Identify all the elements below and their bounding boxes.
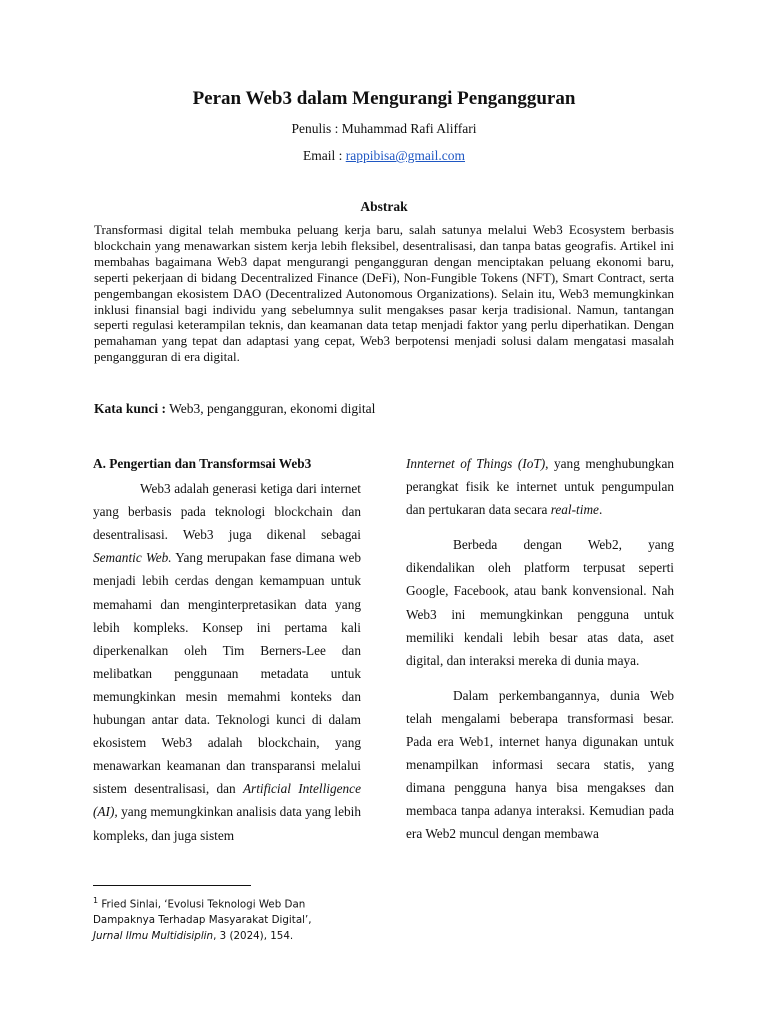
left-paragraph (93, 477, 361, 847)
paragraph-gap (406, 672, 674, 684)
right-column (406, 452, 674, 846)
right-italic-1: Innternet of Things (IoT) (406, 456, 546, 471)
footnote (93, 893, 333, 944)
right-paragraph-3: Dalam perkembangannya, dunia Web telah mengalami beberapa transformasi besar. Pada era Web1, internet hanya digunakan untuk menampilkan informasi secara statis, yang dimana pengguna hanya bisa mengakses dan membaca tanpa adanya interaksi. Kemudian pada era Web2 muncul dengan membawa (406, 687, 674, 842)
left-text-1: Web3 adalah generasi ketiga dari internet yang berbasis pada teknologi blockchain dan desentralisasi. Web3 juga dikenal sebagai (93, 481, 361, 543)
abstract-text: Transformasi digital telah membuka peluang kerja baru, salah satunya melalui Web3 Ecosystem berbasis blockchain yang menawarkan sistem kerja lebih fleksibel, desentralisasi, dan tanpa batas geografis. Artikel ini membahas bagaimana Web3 dapat mengurangi pengangguran dengan menciptakan peluang ekonomi baru, seperti pekerjaan di bidang Decentralized Finance (DeFi), Non-Fungible Tokens (NFT), Smart Contract, serta pengembangan ekosistem DAO (Decentralized Autonomous Organizations). Selain itu, Web3 memungkinkan inklusi finansial bagi individu yang sebelumnya sulit mengakses pasar kerja tradisional. Namun, tantangan seperti regulasi keterampilan teknis, dan keamanan data tetap menjadi faktor yang perlu diperhatikan. Dengan pemahaman yang tepat dan adaptasi yang cepat, Web3 berpotensi menjadi solusi dalam mengatasi masalah pengangguran di era digital. (94, 222, 674, 365)
abstract-heading: Abstrak (360, 199, 408, 214)
left-italic-1: Semantic Web. (93, 550, 172, 566)
left-text-2: Yang merupakan fase dimana web menjadi lebih cerdas dengan kemampuan untuk memahami dan menginterpretasikan data yang lebih kompleks. Konsep ini pertama kali diperkenalkan oleh Tim Berners-Lee dan melibatkan penggunaan metadata untuk memungkinkan mesin memahmi konteks dan hubungan antar data. Teknologi kunci di dalam ekosistem Web3 adalah blockchain, yang menawarkan keamanan dan transparansi melalui sistem desentralisasi, dan (93, 550, 361, 797)
section-a-heading: A. Pengertian dan Transformsai Web3 (93, 456, 312, 471)
footnote-divider (93, 885, 251, 886)
right-paragraph-2: Berbeda dengan Web2, yang dikendalikan oleh platform terpusat seperti Google, Facebook, atau bank konvensional. Nah Web3 ini memungkinkan pengguna untuk memiliki kendali lebih besar atas data, aset digital, dan interaksi mereka di dunia maya. (406, 537, 674, 668)
right-italic-2: real-time (550, 502, 599, 518)
right-paragraph-1 (406, 452, 674, 521)
right-text-1: , yang menghubungkan perangkat fisik ke internet untuk pengumpulan dan pertukaran data secara (406, 456, 675, 518)
author-line: Penulis : Muhammad Rafi Aliffari (291, 121, 477, 136)
footnote-mark: 1 (93, 896, 99, 905)
email-line (0, 148, 768, 164)
left-italic-2: Artificial Intelligence (AI), (93, 781, 361, 820)
keywords-line (94, 401, 674, 417)
left-text-3: yang memungkinkan analisis data yang lebih kompleks, dan juga sistem (93, 804, 361, 843)
email-label: Email : (302, 148, 346, 163)
footnote-journal: Jurnal Ilmu Multidisiplin (93, 930, 214, 943)
footnote-text-1: Fried Sinlai, ‘Evolusi Teknologi Web Dan Dampaknya Terhadap Masyarakat Digital’, (93, 898, 312, 927)
paper-title: Peran Web3 dalam Mengurangi Pengangguran (192, 88, 576, 109)
left-column (93, 452, 361, 847)
keywords-label: Kata kunci : (94, 401, 167, 416)
keywords-value: Web3, pengangguran, ekonomi digital (166, 401, 376, 416)
footnote-text-2: , 3 (2024), 154. (213, 930, 294, 943)
email-link[interactable]: rappibisa@gmail.com (345, 148, 466, 163)
paragraph-gap (406, 521, 674, 533)
right-text-2: . (598, 502, 603, 518)
